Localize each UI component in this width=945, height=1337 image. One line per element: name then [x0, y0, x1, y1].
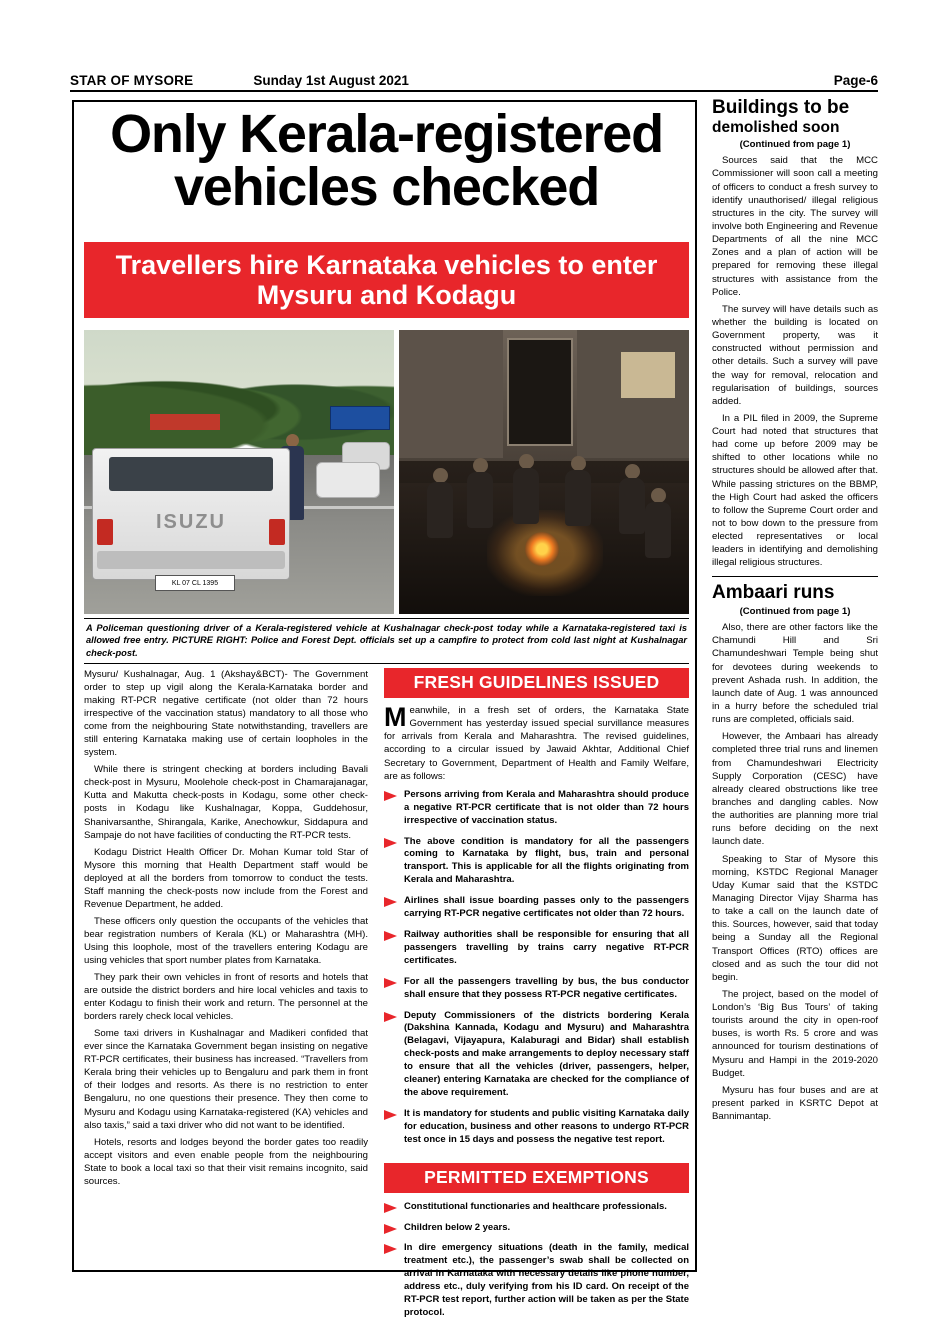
- article-paragraph: Hotels, resorts and lodges beyond the border gates too readily accept visitors and even enable people from the neighbouring State to book a local taxi so that their visit remains incognito, said sources.: [84, 1136, 368, 1187]
- sidebar-paragraph: The survey will have details such as whether the building is located on Government property, was it constructed without permission and other details. Such a survey will pave the way for removal, relocation and regularisation of buildings, sources added.: [712, 303, 878, 407]
- sidebar-headline-line1: Buildings to be: [712, 97, 850, 118]
- taillight-right: [269, 519, 285, 545]
- spacer: [384, 1193, 689, 1201]
- arrow-bullet-icon: [384, 1201, 398, 1214]
- guidelines-lede-text: eanwhile, in a fresh set of orders, the Karnataka State Government has yesterday issued special survillance measures for arrivals from Kerala and Maharashtra. The revised guidelines, according to a circular issued by Jawaid Akhtar, Additional Chief Secretary to Government, Department of Health and Family Welfare, are as follows:: [384, 705, 689, 782]
- article-paragraph: While there is stringent checking at borders including Bavali check-post in Mysuru, Moolehole check-post in Chamarajanagar, Kutta and Makutta check-posts in Kodagu, some other check-posts in Kodagu like Kushalnagar, Koppa, Guddehosur, Shanivarsanthe, Shirangala, Karike, Anechowkur, Siddapura and Sampaje do not have facilities of conducting the RT-PCR tests.: [84, 764, 368, 841]
- sidebar-paragraph: Also, there are other factors like the Chamundi Hill and Sri Chamundeshwari Temple being shut for devotees during weekends to prevent Ashada rush. In addition, the launch date of Aug. 1 was announced in a hurry before the scheduled trial runs are completed, officials said.: [712, 622, 878, 726]
- sidebar-headline-line2: demolished soon: [712, 118, 840, 136]
- photo-checkpost: [84, 330, 394, 614]
- arrow-bullet-icon: [384, 1222, 398, 1235]
- exemption-item: [384, 1201, 689, 1214]
- road-sign: [330, 406, 390, 430]
- arrow-bullet-icon: [384, 789, 398, 828]
- continued-note: (Continued from page 1): [739, 606, 851, 618]
- person-head: [433, 468, 448, 483]
- exemption-item: [384, 1242, 689, 1319]
- guideline-text: Airlines shall issue boarding passes only to the passengers carrying RT-PCR negative certificates not older than 72 hours.: [404, 895, 689, 920]
- sidebar-headline-two: Ambaari runs: [712, 581, 835, 603]
- subheadline-band: [84, 242, 689, 318]
- masthead-divider: [70, 90, 878, 92]
- number-plate: KL 07 CL 1395: [155, 575, 235, 591]
- guideline-text: Deputy Commissioners of the districts bordering Kerala (Dakshina Kannada, Kodagu and Mysuru) and Maharashtra (Belagavi, Vijayapura, Kalaburagi and Bidar) shall establish check-posts and make arrangements to deploy necessary staff to ensure that all the vehicles (driver, passengers, helper, cleaner) entering Karnataka are checked for the compliance of the above requirement.: [404, 1009, 689, 1098]
- tree-line: [84, 353, 394, 455]
- article-paragraph: They park their own vehicles in front of resorts and hotels that are outside the district borders and hire local vehicles and taxis to enter Kodagu to finish their work and return. The personnel at the borders rarely check local vehicles.: [84, 972, 368, 1023]
- guideline-text: Persons arriving from Kerala and Maharashtra should produce a negative RT-PCR certificate that is not older than 72 hours irrespective of vaccination status.: [404, 788, 689, 826]
- sidebar-paragraph: In a PIL filed in 2009, the Supreme Court had noted that structures that had come up before 2009 may be shifted to other locations while no structures should be allowed after that. While passing strictures on the BBMP, the High Court had asked the officers to follow the Supreme Court order and not to bow down to the pressure from elected representatives or local leaders in identifying and demolishing illegal religious structures.: [712, 412, 878, 569]
- drop-cap: M: [384, 702, 407, 732]
- article-body: [84, 668, 689, 1318]
- guideline-item: [384, 789, 689, 828]
- permitted-exemptions-band: PERMITTED EXEMPTIONS: [384, 1163, 689, 1193]
- taxi-car: [316, 462, 380, 498]
- sidebar-paragraph: Sources said that the MCC Commissioner will soon call a meeting of officers to conduct a fresh survey to identify unauthorised/ illegal religious structures in the city. The survey will involve both Engineering and Revenue Departments of all the nine MCC Zones and a plan of action will be prepared for removing these illegal structures with assistance from the Police.: [712, 155, 878, 298]
- issue-date: Sunday 1st August 2021: [253, 72, 409, 88]
- guideline-item: [384, 1010, 689, 1100]
- photo-campfire: [399, 330, 689, 614]
- main-article: [72, 100, 697, 1318]
- person-head: [519, 454, 534, 469]
- exemption-item: [384, 1222, 689, 1235]
- sidebar: [712, 98, 878, 1127]
- article-paragraph: Mysuru/ Kushalnagar, Aug. 1 (Akshay&BCT)- The Government order to step up vigil along the Kerala-Karnataka border and making RT-PCR negative certificate (not older than 72 hours irrespective of the vaccination status) mandatory to all those who come from the neighbouring State notwithstanding, travellers are still entering Karnataka making use of certain loopholes in the system.: [84, 669, 368, 759]
- sidebar-divider: [712, 576, 878, 577]
- person-figure: [565, 470, 591, 526]
- sidebar-paragraph: However, the Ambaari has already completed three trial runs and linemen from Chamundeshwari Electricity Supply Corporation (CESC) have already cleared obstructions like tree branches and dangling cables. Now the authorities are planning more trial runs before deciding on the next launch date.: [712, 731, 878, 848]
- exemption-text: Constitutional functionaries and healthcare professionals.: [404, 1200, 667, 1212]
- person-head: [571, 456, 586, 471]
- article-column-left: [84, 668, 368, 1192]
- arrow-bullet-icon: [384, 1010, 398, 1100]
- wall-left: [399, 330, 503, 458]
- guideline-text: The above condition is mandatory for all the passengers coming to Karnataka by flight, bus, train and personal transport. This is applicable for all the flights originating from Kerala and Maharashtra.: [404, 835, 689, 886]
- person-figure: [427, 482, 453, 538]
- person-head: [625, 464, 640, 479]
- person-figure: [645, 502, 671, 558]
- guideline-text: Railway authorities shall be responsible for ensuring that all passengers travelling by trains carry negative RT-PCR certificates.: [404, 929, 689, 966]
- sidebar-paragraph: Mysuru has four buses and are at present parked in KSRTC Depot at Bannimantap.: [712, 1084, 878, 1123]
- person-figure: [619, 478, 645, 534]
- doorway: [507, 338, 573, 446]
- arrow-bullet-icon: [384, 976, 398, 1002]
- truck-rear-window: [109, 457, 273, 491]
- person-head: [473, 458, 488, 473]
- subheadline: Travellers hire Karnataka vehicles to enter Mysuru and Kodagu: [115, 249, 658, 310]
- fresh-guidelines-band: FRESH GUIDELINES ISSUED: [384, 668, 689, 698]
- arrow-bullet-icon: [384, 929, 398, 968]
- photo-row: [84, 330, 689, 614]
- exemption-text: In dire emergency situations (death in the family, medical treatment etc.), the passenger’s swab shall be collected on arrival in Karnataka with necessary details like phone number, address etc., duly verifying from his ID card. On receipt of the RT-PCR test report, further action will be taken as per the State protocol.: [404, 1242, 689, 1318]
- arrow-bullet-icon: [384, 836, 398, 888]
- truck-bumper: [97, 551, 285, 569]
- guideline-item: [384, 976, 689, 1002]
- photo-caption: A Policeman questioning driver of a Kerala-registered vehicle at Kushalnagar check-post today while a Karnataka-registered taxi is allowed free entry. PICTURE RIGHT: Police and Forest Dept. officials set up a campfire to protect from cold last night at Kushalnagar check-post.: [84, 618, 689, 664]
- article-paragraph: Some taxi drivers in Kushalnagar and Madikeri confided that ever since the Karnataka Government began insisting on negative RT-PCR certificates, their business has increased. “Travellers from Kerala bring their vehicles up to Bengaluru and park them in front of their lodges and resorts. As there is no restriction to enter Bengaluru, no one questions their presence. They then come to Mysuru and Kodagu using Karnataka-registered (KA) vehicles and also taxis,” said a taxi driver who did not want to be identified.: [84, 1028, 368, 1131]
- page-title: Only Kerala-registered vehicles checked: [110, 104, 663, 217]
- guideline-item: [384, 929, 689, 968]
- masthead: [70, 68, 878, 92]
- continued-note: (Continued from page 1): [739, 139, 851, 151]
- arrow-bullet-icon: [384, 1108, 398, 1147]
- sidebar-paragraph: The project, based on the model of London’s ‘Big Bus Tours’ of taking tourists around the city in open-roof buses, is worth Rs. 5 crore and was announced for tourism destinations of Mysuru and Hampi in the 2019-2020 Budget.: [712, 988, 878, 1079]
- banner: [150, 414, 220, 430]
- guideline-text: It is mandatory for students and public visiting Karnataka daily for education, business and other reasons to undergo RT-PCR test once in 15 days and possess the negative test report.: [404, 1107, 689, 1145]
- person-figure: [513, 468, 539, 524]
- guidelines-lede: [384, 704, 689, 783]
- guideline-item: [384, 1108, 689, 1147]
- spacer: [384, 1155, 689, 1163]
- page-number: Page-6: [833, 72, 878, 88]
- sidebar-paragraph: Speaking to Star of Mysore this morning, KSTDC Regional Manager Uday Kumar said that the KSTDC Managing Director Vijay Sharma has to take a call on the launch date of this. Sources, however, said that today being a Sunday all the Regional Transport Offices (RTO) offices are closed and as such the tour did not begin.: [712, 853, 878, 983]
- guideline-item: [384, 895, 689, 921]
- campfire: [525, 532, 559, 566]
- person-figure: [467, 472, 493, 528]
- door-light: [621, 352, 675, 398]
- article-paragraph: Kodagu District Health Officer Dr. Mohan Kumar told Star of Mysore this morning that Health Department staff would be deployed at all the borders from tomorrow to conduct the tests. Staff manning the check-posts now include from the Forest and Revenue Department, he added.: [84, 846, 368, 910]
- taillight-left: [97, 519, 113, 545]
- guideline-text: For all the passengers travelling by bus, the bus conductor shall ensure that they possess RT-PCR negative certificates.: [404, 975, 689, 1000]
- article-paragraph: These officers only question the occupants of the vehicles that bear registration numbers of Kerala (KL) or Maharashtra (MH). Using this loophole, most of the travellers entering Kodagu are using vehicles that sport number plates from Karnataka.: [84, 915, 368, 966]
- person-head: [651, 488, 666, 503]
- truck-brand-label: ISUZU: [156, 511, 226, 533]
- exemption-text: Children below 2 years.: [404, 1221, 511, 1233]
- guideline-item: [384, 836, 689, 888]
- arrow-bullet-icon: [384, 1242, 398, 1319]
- pickup-truck: [92, 448, 290, 587]
- arrow-bullet-icon: [384, 895, 398, 921]
- article-column-right: [384, 668, 689, 1328]
- paper-name: STAR OF MYSORE: [70, 72, 194, 88]
